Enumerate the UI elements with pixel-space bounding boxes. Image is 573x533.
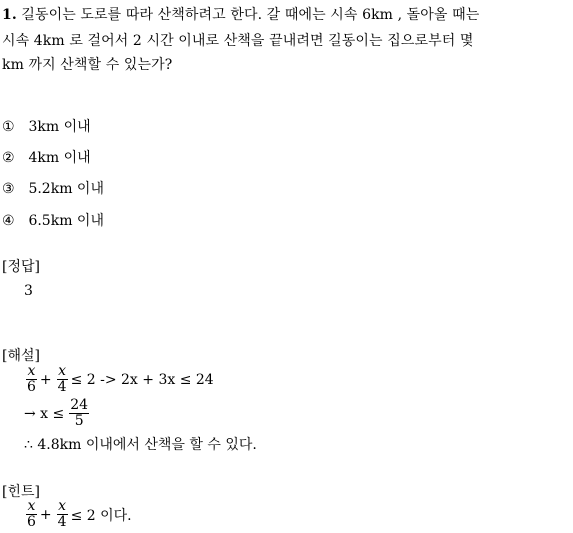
explanation-frac-3: $\frac{24}{5}$ — [70, 397, 89, 429]
explanation-line-1-rest: ≤ 2 -> 2x + 3x ≤ 24 — [70, 371, 214, 388]
explanation-line-1: $\frac{x}{6}$ + $\frac{x}{4}$ ≤ 2 -> 2x + 3x ≤ 24 — [27, 363, 214, 395]
choice-3-mark: ③ — [2, 181, 15, 197]
choice-3[interactable] — [2, 178, 104, 198]
question-line-2 — [2, 30, 474, 50]
question-line-1 — [2, 4, 479, 24]
choice-1-text: 3km 이내 — [28, 119, 91, 135]
choice-2-text: 4km 이내 — [28, 150, 91, 166]
hint-rest: ≤ 2 이다. — [70, 507, 132, 524]
choice-4-text: 6.5km 이내 — [28, 213, 104, 229]
explanation-line-2-prefix: → x ≤ — [24, 405, 65, 422]
hint-line: $\frac{x}{6}$ + $\frac{x}{4}$ ≤ 2 이다. — [27, 498, 132, 530]
answer-label: [정답] — [2, 259, 40, 275]
hint-frac-1: $\frac{x}{6}$ — [27, 498, 36, 530]
choice-2-mark: ② — [2, 150, 15, 166]
choice-4-mark: ④ — [2, 213, 15, 229]
question-text-2: 시속 4km 로 걸어서 2 시간 이내로 산책을 끝내려면 길동이는 집으로부터 몇 — [2, 33, 474, 49]
choice-4[interactable] — [2, 210, 104, 230]
explanation-line-2 — [24, 398, 92, 429]
choice-3-text: 5.2km 이내 — [28, 181, 104, 197]
hint-frac-2: $\frac{x}{4}$ — [57, 498, 67, 530]
hint-label: [힌트] — [2, 484, 40, 500]
explanation-label: [해설] — [2, 348, 40, 364]
question-text-3: km 까지 산책할 수 있는가? — [2, 57, 173, 73]
explanation-line-3: ∴ 4.8km 이내에서 산책을 할 수 있다. — [24, 437, 257, 453]
explanation-frac-1: $\frac{x}{6}$ — [27, 363, 36, 395]
choice-1-mark: ① — [2, 119, 15, 135]
question-number: 1. — [2, 7, 17, 23]
explanation-frac-2: $\frac{x}{4}$ — [57, 363, 67, 395]
choice-2[interactable] — [2, 147, 91, 167]
choice-1[interactable] — [2, 116, 91, 136]
answer-value: 3 — [24, 283, 33, 299]
question-line-3 — [2, 54, 172, 74]
question-text-1: 길동이는 도로를 따라 산책하려고 한다. 갈 때에는 시속 6km , 돌아올 때는 — [21, 7, 480, 23]
